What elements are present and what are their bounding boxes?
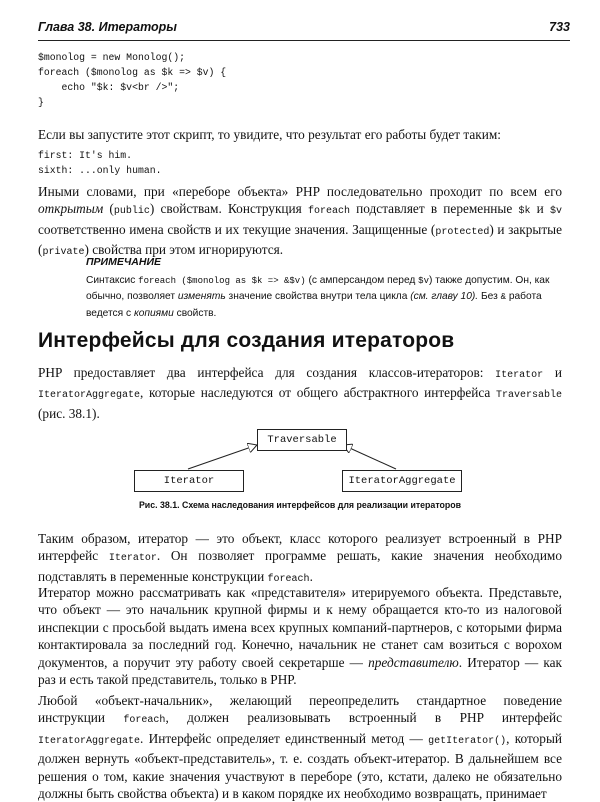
running-header — [38, 20, 570, 41]
section-heading: Интерфейсы для создания итераторов — [38, 329, 455, 352]
code-line: foreach ($monolog as $k => $v) { — [38, 67, 227, 78]
note-text: Синтаксис foreach ($monolog as $k => &$v) (с амперсандом перед $v) также допустим. Он, как обычно, позволяет изменять значение свойства внутри тела цикла (см. главу 10). Без & работа ведется с копиями свойств. — [86, 274, 550, 319]
page-number: 733 — [549, 20, 570, 34]
paragraph-text: Таким образом, итератор — это объект, класс которого реализует встроенный в PHP интерфейс Iterator. Он позволяет программе решать, какие значения необходимо подставлять в переменные конструкции foreach. — [38, 531, 562, 585]
output-line: first: It's him. — [38, 150, 133, 161]
paragraph-representative — [38, 584, 562, 688]
paragraph-iterator-definition — [38, 530, 562, 588]
paragraph-text: Иными словами, при «переборе объекта» PHP последовательно проходит по всем его открытым (public) свойствам. Конструкция foreach подставляет в переменные $k и $v соответственно имена свойств и их текущие значения. Защищенные (protected) и закрытые (private) свойства при этом игнорируются. — [38, 184, 562, 259]
inheritance-diagram — [128, 425, 468, 495]
code-line: $monolog = new Monolog(); — [38, 52, 185, 63]
box-iterator-aggregate: IteratorAggregate — [342, 470, 462, 492]
code-line: } — [38, 97, 44, 108]
chapter-title: Глава 38. Итераторы — [38, 20, 177, 34]
note-box — [86, 255, 556, 321]
paragraph-result-intro — [38, 126, 562, 143]
output-line: sixth: ...only human. — [38, 165, 162, 176]
paragraph-text: Итератор можно рассматривать как «представителя» итерируемого объекта. Представьте, что объект — это начальник крупной фирмы и к нему обращается кто-то из налоговой инспекции с просьбой выдать имена всех крупных компаний-партнеров, с которыми фирма контактировала за последний год. Конечно, начальник не станет сам возиться с ворохом документов, а поручит эту работу своей секретарше — представителю. Итератор — как раз и есть такой представитель, только в PHP. — [38, 585, 562, 688]
note-title: ПРИМЕЧАНИЕ — [86, 256, 162, 268]
code-output — [38, 148, 562, 178]
paragraph-text: Если вы запустите этот скрипт, то увидите, что результат его работы будет таким: — [38, 127, 501, 142]
box-iterator: Iterator — [134, 470, 244, 492]
paragraph-text: PHP предоставляет два интерфейса для создания классов-итераторов: Iterator и IteratorAggregate, которые наследуются от общего абстрактного интерфейса Traversable (рис. 38.1). — [38, 365, 562, 421]
paragraph-public-properties — [38, 183, 562, 262]
figure-caption: Рис. 38.1. Схема наследования интерфейсов для реализации итераторов — [138, 500, 462, 510]
paragraph-interfaces — [38, 364, 562, 422]
arrow-aggregate-to-traversable — [343, 445, 396, 469]
paragraph-text: Любой «объект-начальник», желающий переопределить стандартное поведение инструкции foreach, должен реализовывать встроенный в PHP интерфейс IteratorAggregate. Интерфейс определяет единственный метод — getIterator(), который должен вернуть «объект-представитель», т. е. создать объект-итератор. В дальнейшем все решения о том, какие значения участвуют в переборе (это, кстати, далеко не обязательно должны быть свойства объекта) и в каком порядке их необходимо возвращать, принимает — [38, 693, 563, 802]
arrow-iterator-to-traversable — [188, 445, 257, 469]
code-line: echo "$k: $v<br />"; — [38, 82, 180, 93]
box-traversable: Traversable — [257, 429, 347, 451]
code-listing-foreach — [38, 50, 562, 110]
paragraph-iterator-aggregate — [38, 692, 562, 802]
